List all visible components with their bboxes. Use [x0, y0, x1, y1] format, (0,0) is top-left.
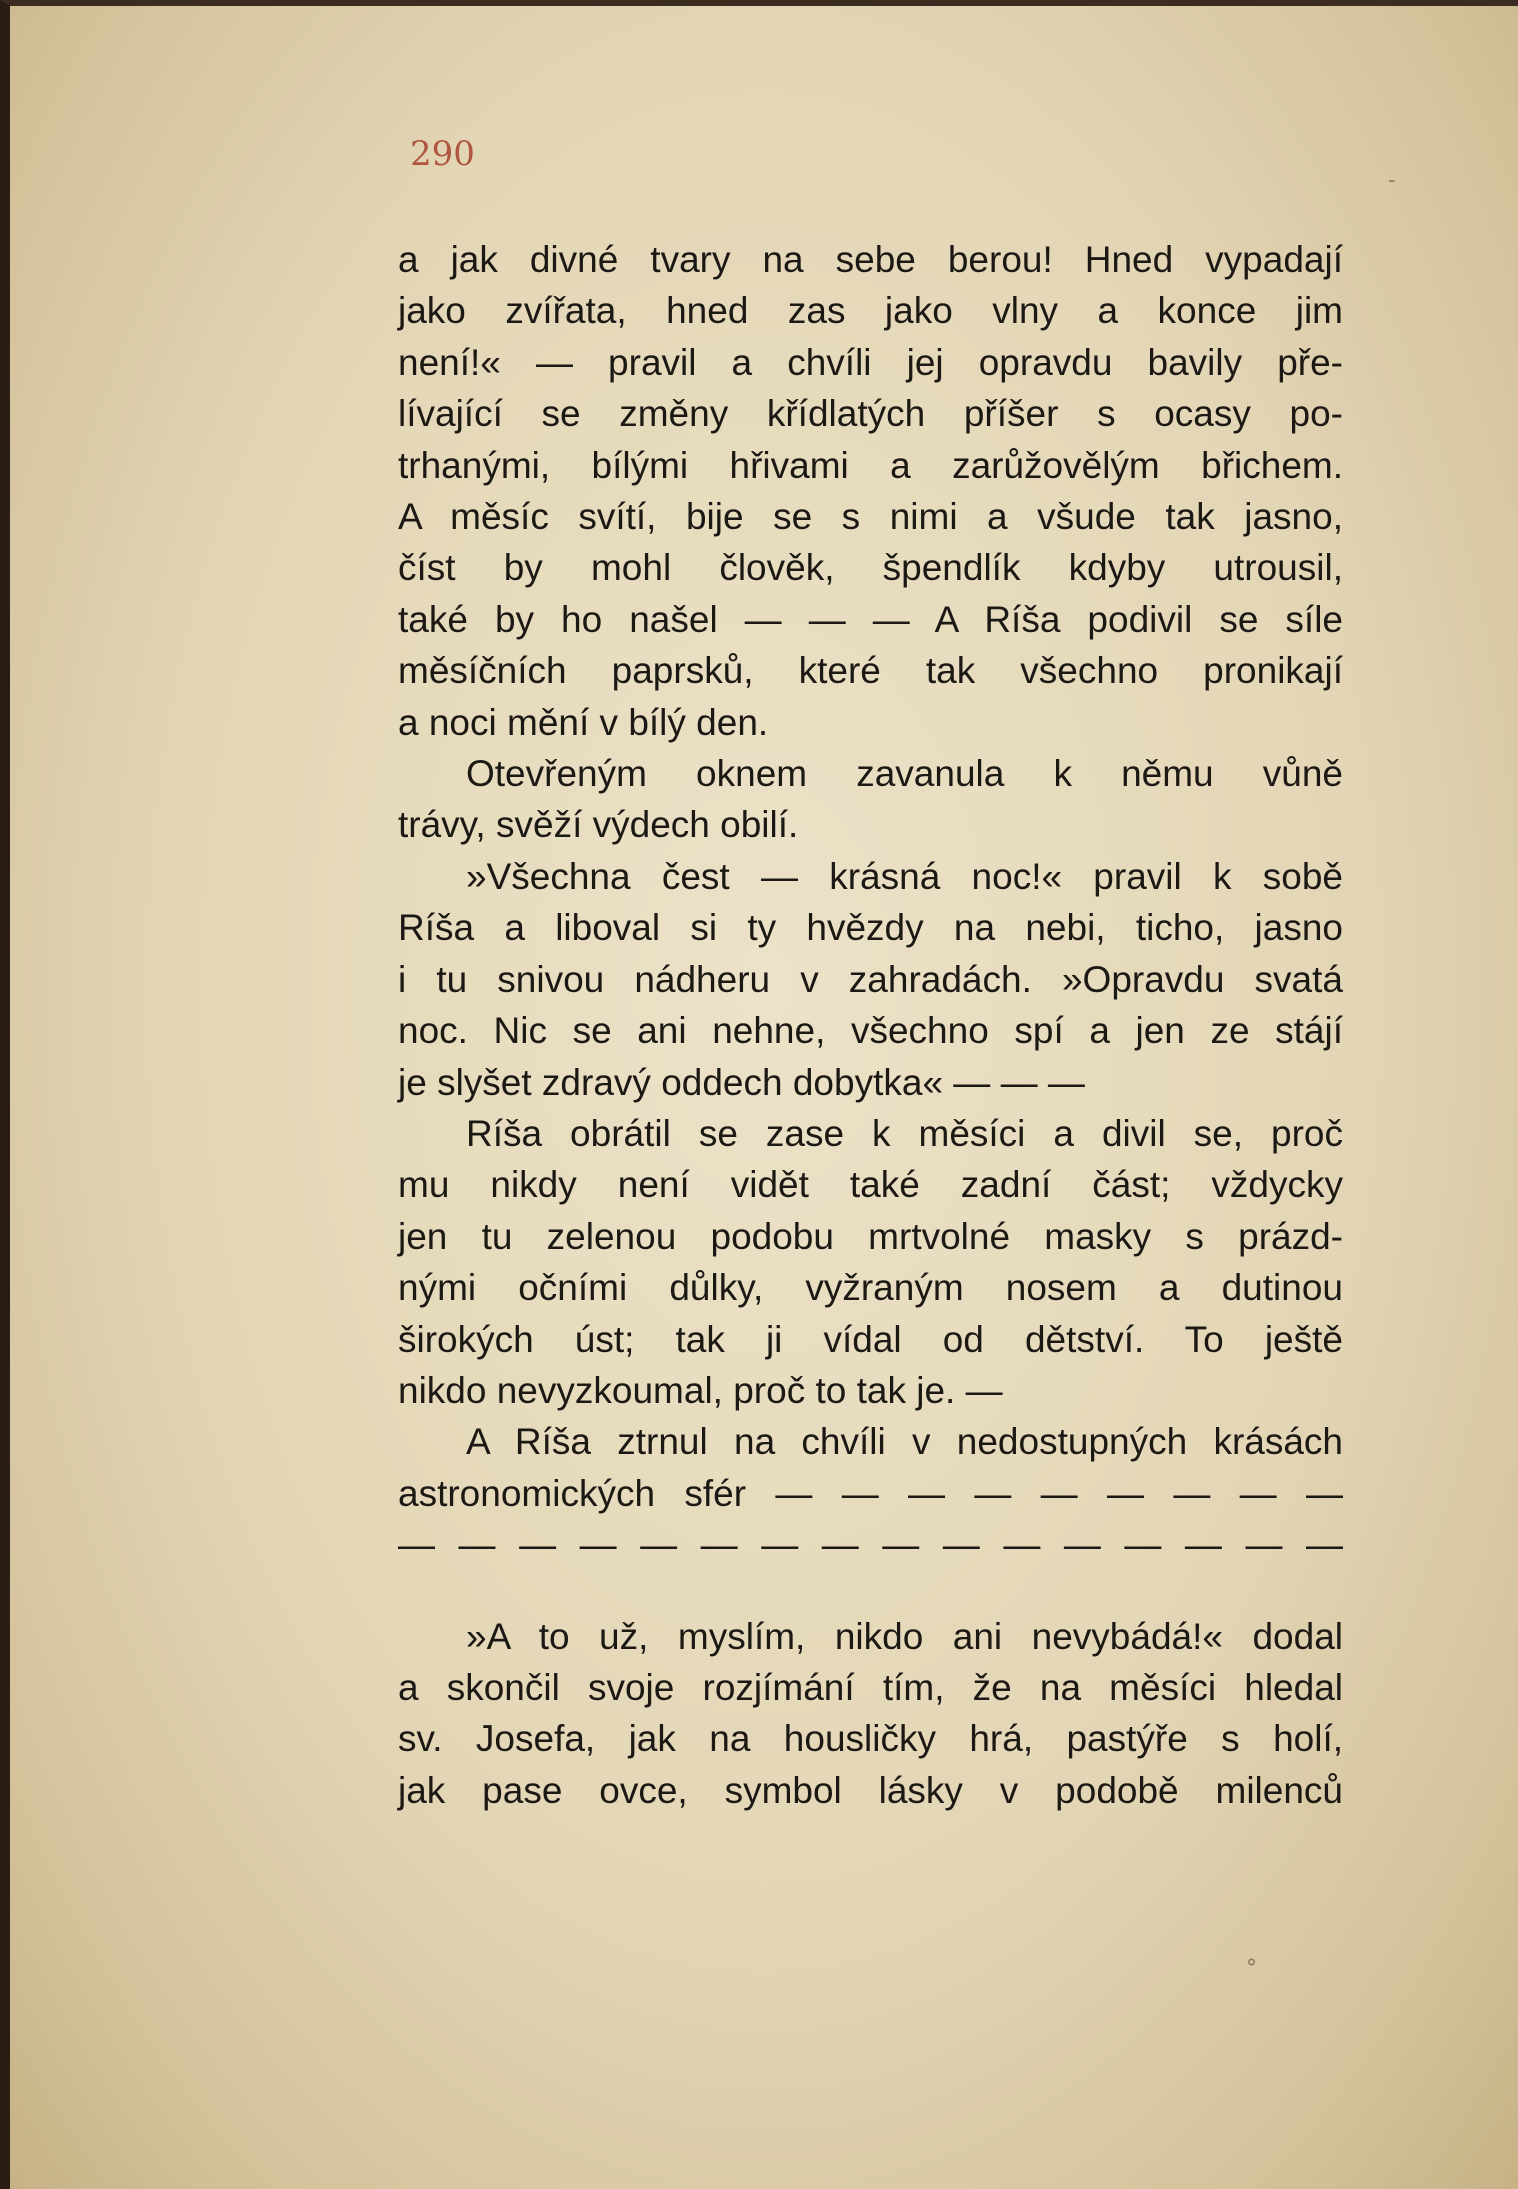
text-line: není!« — pravil a chvíli jej opravdu bavily pře-	[398, 341, 1343, 383]
text-line: »Všechna čest — krásná noc!« pravil k sobě	[466, 855, 1343, 897]
dash-separator: — — — — — — — — — — — — — — — —	[398, 1524, 1343, 1566]
section-gap	[398, 1571, 1343, 1611]
text-line: číst by mohl člověk, špendlík kdyby utrousil,	[398, 547, 1343, 589]
text-line: také by ho našel — — — A Ríša podivil se síle	[398, 598, 1343, 640]
text-line: Ríša a liboval si ty hvězdy na nebi, ticho, jasno	[398, 907, 1343, 949]
text-line: mu nikdy není vidět také zadní část; vždycky	[398, 1164, 1343, 1206]
text-line: Otevřeným oknem zavanula k němu vůně	[466, 753, 1343, 795]
text-line: trhanými, bílými hřivami a zarůžovělým břichem.	[398, 444, 1343, 486]
text-line: sv. Josefa, jak na housličky hrá, pastýře s holí,	[398, 1718, 1343, 1760]
text-line: nikdo nevyzkoumal, proč to tak je. —	[398, 1369, 1003, 1411]
text-line: lívající se změny křídlatých příšer s ocasy po-	[398, 393, 1343, 435]
text-line: Ríša obrátil se zase k měsíci a divil se, proč	[466, 1112, 1343, 1154]
text-line: je slyšet zdravý oddech dobytka« — — —	[398, 1061, 1085, 1103]
text-line: jako zvířata, hned zas jako vlny a konce jim	[398, 290, 1343, 332]
text-line: nými očními důlky, vyžraným nosem a dutinou	[398, 1267, 1343, 1309]
text-line: i tu snivou nádheru v zahradách. »Opravdu svatá	[398, 958, 1343, 1000]
paper-speck: -	[1388, 168, 1396, 193]
text-line: noc. Nic se ani nehne, všechno spí a jen ze stájí	[398, 1010, 1343, 1052]
text-line: měsíčních paprsků, které tak všechno pronikají	[398, 650, 1343, 692]
text-line: jen tu zelenou podobu mrtvolné masky s prázd-	[398, 1215, 1343, 1257]
text-line: a skončil svoje rozjímání tím, že na měsíci hledal	[398, 1666, 1343, 1708]
text-line: astronomických sfér — — — — — — — — —	[398, 1472, 1343, 1514]
text-line: trávy, svěží výdech obilí.	[398, 804, 799, 846]
page-number: 290	[410, 134, 475, 174]
text-line: širokých úst; tak ji vídal od dětství. To ještě	[398, 1318, 1343, 1360]
text-line: a jak divné tvary na sebe berou! Hned vypadají	[398, 239, 1343, 280]
text-line: »A to už, myslím, nikdo ani nevybádá!« dodal	[466, 1615, 1343, 1657]
paper-speck: °	[1246, 1956, 1257, 1981]
text-line: jak pase ovce, symbol lásky v podobě milenců	[398, 1769, 1343, 1811]
text-line: a noci mění v bílý den.	[398, 701, 769, 743]
text-line: A Ríša ztrnul na chvíli v nedostupných krásách	[466, 1421, 1343, 1463]
body-text	[398, 234, 1343, 1816]
text-line: A měsíc svítí, bije se s nimi a všude tak jasno,	[398, 496, 1343, 538]
